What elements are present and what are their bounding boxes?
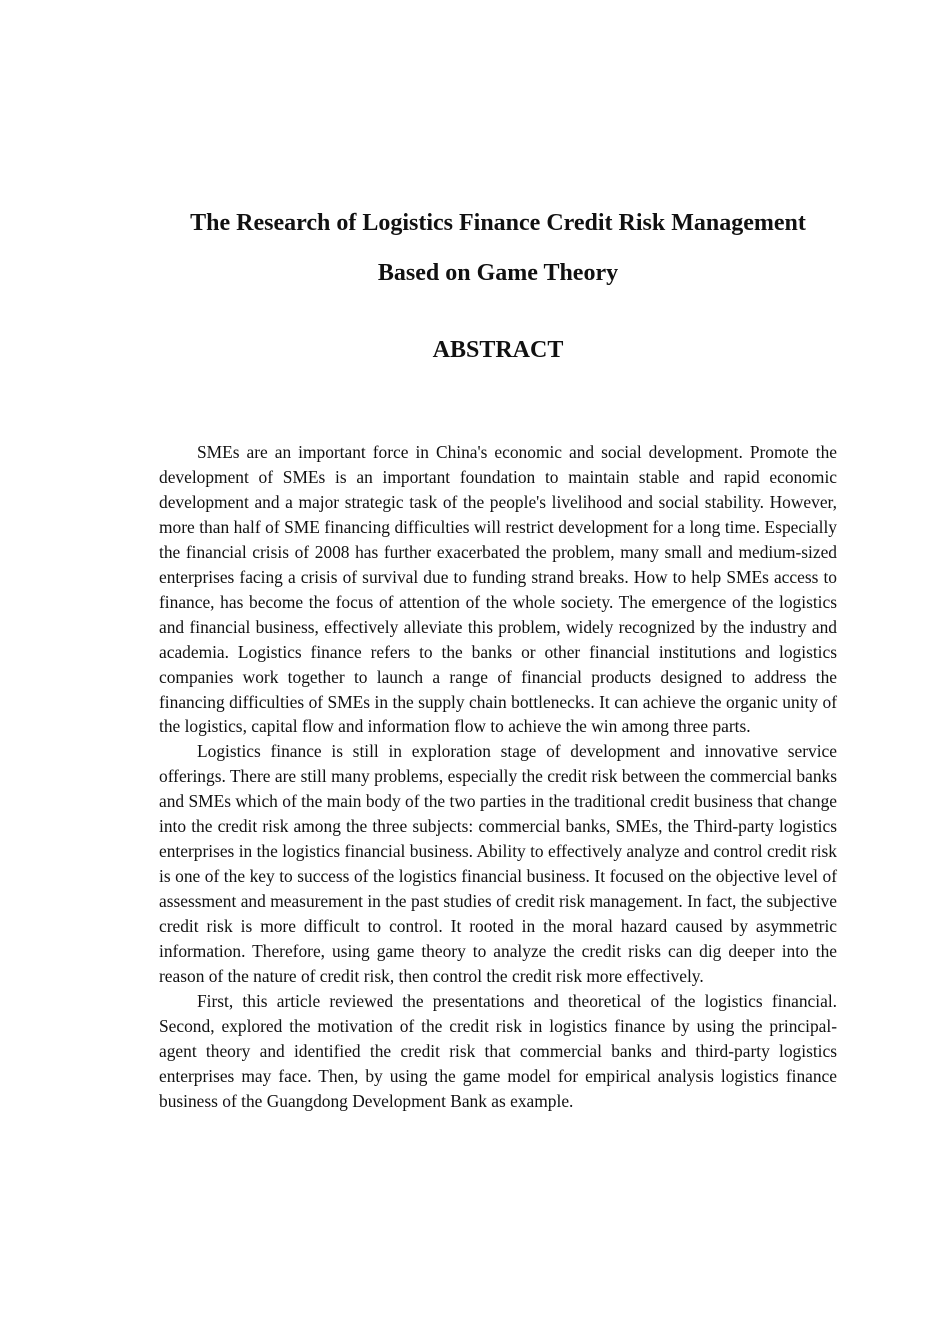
paper-title-line-2: Based on Game Theory bbox=[377, 260, 619, 286]
abstract-body bbox=[159, 440, 837, 1114]
abstract-heading: ABSTRACT bbox=[432, 337, 564, 363]
abstract-paragraph-3: First, this article reviewed the presentations and theoretical of the logistics financial. Second, explored the motivation of the credit risk in logistics finance by using the principal-agent theory and identified the credit risk that commercial banks and third-party logistics enterprises may face. Then, by using the game model for empirical analysis logistics finance business of the Guangdong Development Bank as example. bbox=[159, 990, 837, 1111]
paper-title-line-1: The Research of Logistics Finance Credit Risk Management bbox=[190, 210, 806, 236]
abstract-paragraph-2: Logistics finance is still in exploration stage of development and innovative service offerings. There are still many problems, especially the credit risk between the commercial banks and SMEs which of the main body of the two parties in the traditional credit business that change into the credit risk among the three subjects: commercial banks, SMEs, the Third-party logistics enterprises in the logistics financial business. Ability to effectively analyze and control credit risk is one of the key to success of the logistics financial business. It focused on the objective level of assessment and measurement in the past studies of credit risk management. In fact, the subjective credit risk is more difficult to control. It rooted in the moral hazard caused by asymmetric information. Therefore, using game theory to analyze the credit risks can dig deeper into the reason of the nature of credit risk, then control the credit risk more effectively. bbox=[159, 741, 837, 987]
abstract-paragraph-1: SMEs are an important force in China's economic and social development. Promote the development of SMEs is an important foundation to maintain stable and rapid economic development and a major strategic task of the people's livelihood and social stability. However, more than half of SME financing difficulties will restrict development for a long time. Especially the financial crisis of 2008 has further exacerbated the problem, many small and medium-sized enterprises facing a crisis of survival due to funding strand breaks. How to help SMEs access to finance, has become the focus of attention of the whole society. The emergence of the logistics and financial business, effectively alleviate this problem, widely recognized by the industry and academia. Logistics finance refers to the banks or other financial institutions and logistics companies work together to launch a range of financial products designed to address the financing difficulties of SMEs in the supply chain bottlenecks. It can achieve the organic unity of the logistics, capital flow and information flow to achieve the win among three parts. bbox=[159, 442, 837, 737]
